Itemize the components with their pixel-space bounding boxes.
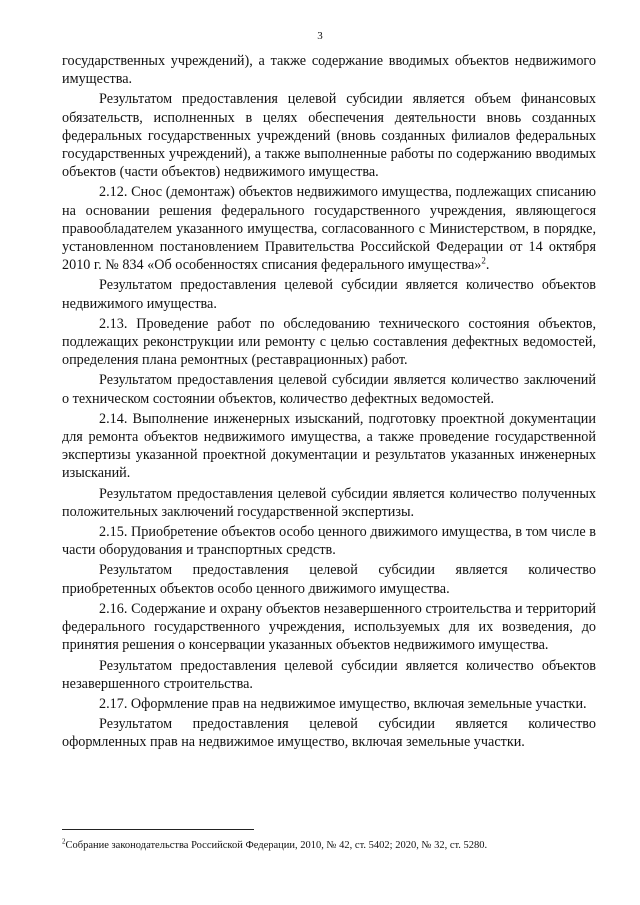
paragraph: государственных учреждений), а также содержание вводимых объектов недвижимого имущества.	[62, 53, 596, 88]
footnote-divider	[62, 829, 254, 830]
footnote-mark: 2	[62, 837, 66, 846]
paragraph: 2.14. Выполнение инженерных изысканий, подготовку проектной документации для ремонта объектов недвижимого имущества, а также проведение государственной экспертизы указанной проектной документации и результатов указанных инженерных изысканий.	[62, 410, 596, 482]
paragraph: Результатом предоставления целевой субсидии является объем финансовых обязательств, исполненных в целях обеспечения деятельности вновь созданных федеральных государственных учреждений (вновь созданных филиалов федеральных государственных учреждений), а также выполненные работы по содержанию вводимых объектов (части объектов) недвижимого имущества.	[62, 91, 596, 181]
paragraph: 2.17. Оформление прав на недвижимое имущество, включая земельные участки.	[99, 695, 587, 712]
paragraph: Результатом предоставления целевой субсидии является количество заключений о техническом состоянии объектов, количество дефектных ведомостей.	[62, 372, 596, 407]
footnote-text: Собрание законодательства Российской Федерации, 2010, № 42, ст. 5402; 2020, № 32, ст. 5280.	[65, 840, 488, 851]
paragraph: 2.16. Содержание и охрану объектов незавершенного строительства и территорий федерального государственного учреждения, используемых для их возведения, до принятия решения о консервации указанных объектов недвижимого имущества.	[62, 600, 596, 654]
footnote-reference[interactable]: 2	[481, 255, 486, 266]
paragraph-tail: .	[485, 257, 490, 274]
footnote	[62, 839, 596, 852]
paragraph: 2.15. Приобретение объектов особо ценного движимого имущества, в том числе в части оборудования и транспортных средств.	[62, 524, 596, 559]
paragraph: Результатом предоставления целевой субсидии является количество полученных положительных заключений государственной экспертизы.	[62, 485, 596, 520]
paragraph: Результатом предоставления целевой субсидии является количество объектов недвижимого имущества.	[62, 277, 596, 312]
paragraph: 2.13. Проведение работ по обследованию технического состояния объектов, подлежащих реконструкции или ремонту с целью составления дефектных ведомостей, определения плана ремонтных (реставрационных) работ.	[62, 315, 596, 369]
page-number: 3	[317, 30, 323, 42]
paragraph: Результатом предоставления целевой субсидии является количество объектов незавершенного строительства.	[62, 657, 596, 692]
paragraph-text: 2.12. Снос (демонтаж) объектов недвижимого имущества, подлежащих списанию на основании решения федерального государственного учреждения, являющегося правообладателем указанного имущества, согласованного с Министерством, в порядке, установленном постановлением Правительства Российской Федерации от 14 октября 2010 г. № 834 «Об особенностях списания федерального имущества»	[62, 184, 596, 274]
paragraph-with-footnote	[62, 183, 596, 274]
paragraph: Результатом предоставления целевой субсидии является количество приобретенных объектов особо ценного движимого имущества.	[62, 562, 596, 597]
document-body	[62, 52, 596, 752]
paragraph: Результатом предоставления целевой субсидии является количество оформленных прав на недвижимое имущество, включая земельные участки.	[62, 716, 596, 751]
